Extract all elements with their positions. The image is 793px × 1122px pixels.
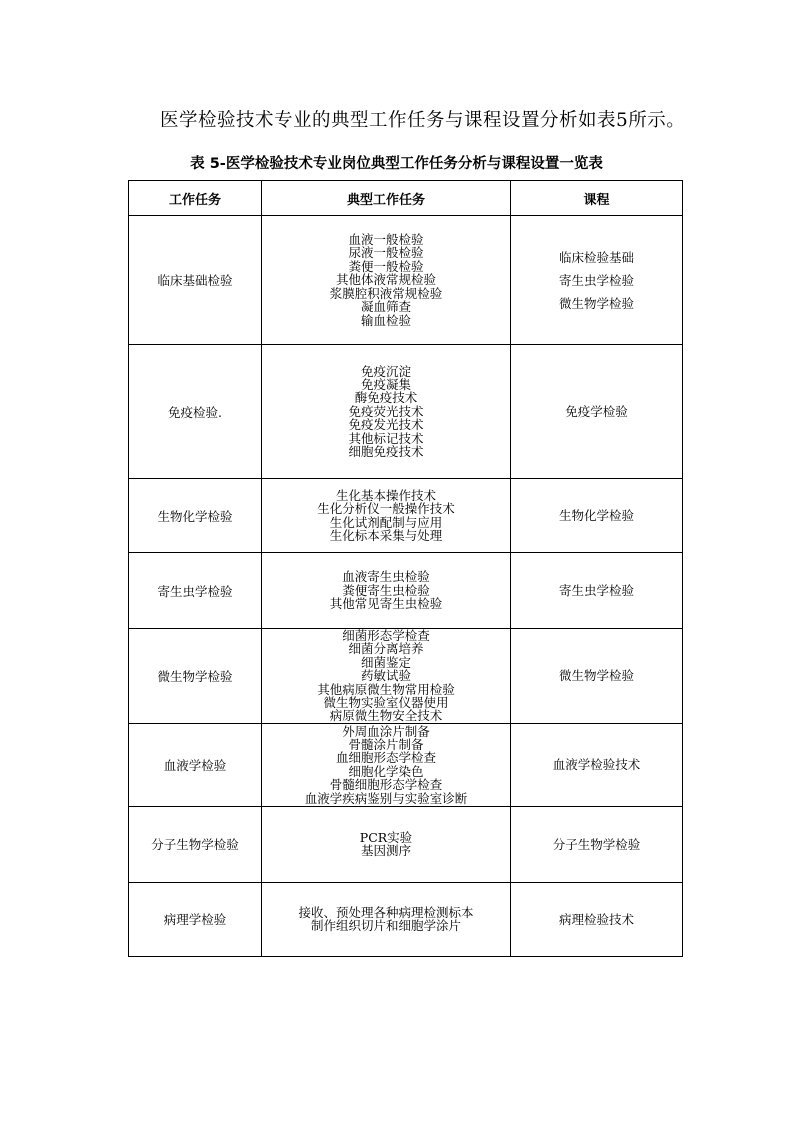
typical-task-item: 外周血涂片制备 — [342, 723, 430, 739]
typical-task-item: 免疫发光技术 — [348, 417, 424, 433]
course-item: 微生物学检验 — [558, 668, 634, 684]
course-item: 病理检验技术 — [558, 911, 634, 927]
course-item: 分子生物学检验 — [552, 836, 641, 852]
table-row — [129, 553, 683, 629]
typical-task-item: PCR实验 — [359, 829, 413, 845]
typical-task-item: 血液寄生虫检验 — [342, 569, 430, 585]
typical-task-item: 其他标记技术 — [348, 430, 424, 446]
typical-task-item: 制作组织切片和细胞学涂片 — [310, 918, 461, 934]
typical-task-item: 尿液一般检验 — [348, 245, 424, 261]
typical-task-item: 生化基本操作技术 — [335, 487, 436, 503]
typical-task-cell — [262, 806, 511, 882]
typical-task-item: 细菌分离培养 — [348, 641, 424, 657]
typical-task-item: 其他病原微生物常用检验 — [317, 681, 455, 697]
course-cell — [511, 345, 683, 479]
course-cell — [511, 629, 683, 724]
task-cell: 免疫检验. — [129, 345, 262, 479]
typical-task-item: 骨髓涂片制备 — [348, 737, 424, 753]
header-typical-task: 典型工作任务 — [262, 181, 511, 216]
course-item: 免疫学检验 — [565, 404, 628, 419]
header-course: 课程 — [511, 181, 683, 216]
typical-task-item: 细胞免疫技术 — [348, 444, 424, 460]
course-cell — [511, 216, 683, 345]
typical-task-item: 病原微生物安全技术 — [329, 708, 443, 724]
typical-task-cell — [262, 216, 511, 345]
typical-task-item: 粪便一般检验 — [348, 258, 424, 274]
task-cell: 血液学检验 — [129, 723, 262, 806]
table-row — [129, 629, 683, 724]
typical-task-item: 生化标本采集与处理 — [329, 527, 443, 543]
intro-paragraph: 医学检验技术专业的典型工作任务与课程设置分析如表5所示。 — [160, 110, 686, 131]
typical-task-item: 细胞化学染色 — [348, 763, 424, 779]
typical-task-item: 血液一般检验 — [348, 232, 424, 248]
typical-task-item: 生化分析仪一般操作技术 — [317, 501, 455, 517]
typical-task-cell — [262, 723, 511, 806]
typical-task-item: 细菌鉴定 — [360, 654, 411, 670]
course-cell — [511, 553, 683, 629]
table-caption: 表 5-医学检验技术专业岗位典型工作任务分析与课程设置一览表 — [190, 156, 603, 172]
table-header-row — [129, 181, 683, 216]
typical-task-item: 免疫荧光技术 — [348, 403, 424, 419]
typical-task-item: 骨髓细胞形态学检查 — [329, 777, 443, 793]
typical-task-item: 血细胞形态学检查 — [335, 750, 436, 766]
task-cell: 分子生物学检验 — [129, 806, 262, 882]
table-row — [129, 216, 683, 345]
typical-task-item: 输血检验 — [360, 312, 411, 328]
course-item: 微生物学检验 — [558, 295, 634, 311]
typical-task-item: 其他体液常规检验 — [335, 272, 436, 288]
typical-task-item: 接收、预处理各种病理检测标本 — [298, 904, 474, 920]
task-cell: 病理学检验 — [129, 882, 262, 956]
typical-task-item: 细菌形态学检查 — [342, 628, 430, 643]
course-cell — [511, 723, 683, 806]
typical-task-item: 其他常见寄生虫检验 — [329, 596, 443, 612]
table-row — [129, 806, 683, 882]
typical-task-cell — [262, 882, 511, 956]
task-cell: 临床基础检验 — [129, 216, 262, 345]
header-task: 工作任务 — [129, 181, 262, 216]
course-item: 血液学检验技术 — [552, 757, 641, 773]
typical-task-cell — [262, 345, 511, 479]
course-item: 临床检验基础 — [558, 249, 634, 265]
typical-task-item: 免疫凝集 — [360, 376, 411, 392]
course-item: 寄生虫学检验 — [558, 272, 634, 288]
course-item: 寄生虫学检验 — [558, 583, 634, 598]
typical-task-item: 基因测序 — [360, 843, 411, 859]
typical-task-item: 生化试剂配制与应用 — [329, 514, 443, 530]
task-course-table — [128, 180, 683, 957]
typical-task-item: 药敏试验 — [360, 668, 411, 684]
typical-task-item: 浆膜腔积液常规检验 — [329, 285, 443, 301]
typical-task-item: 微生物实验室仪器使用 — [323, 695, 449, 711]
course-cell — [511, 479, 683, 553]
table-row — [129, 345, 683, 479]
typical-task-cell — [262, 479, 511, 553]
task-cell: 微生物学检验 — [129, 629, 262, 724]
course-cell — [511, 806, 683, 882]
typical-task-item: 免疫沉淀 — [360, 363, 411, 379]
course-item: 生物化学检验 — [558, 508, 634, 523]
typical-task-item: 血液学疾病鉴别与实验室诊断 — [304, 790, 468, 806]
typical-task-cell — [262, 553, 511, 629]
typical-task-item: 粪便寄生虫检验 — [342, 582, 430, 598]
task-cell: 寄生虫学检验 — [129, 553, 262, 629]
typical-task-item: 酶免疫技术 — [354, 390, 418, 406]
task-cell: 生物化学检验 — [129, 479, 262, 553]
typical-task-item: 凝血筛查 — [360, 299, 411, 315]
typical-task-cell — [262, 629, 511, 724]
table-row — [129, 479, 683, 553]
table-row — [129, 882, 683, 956]
table-row — [129, 723, 683, 806]
course-cell — [511, 882, 683, 956]
